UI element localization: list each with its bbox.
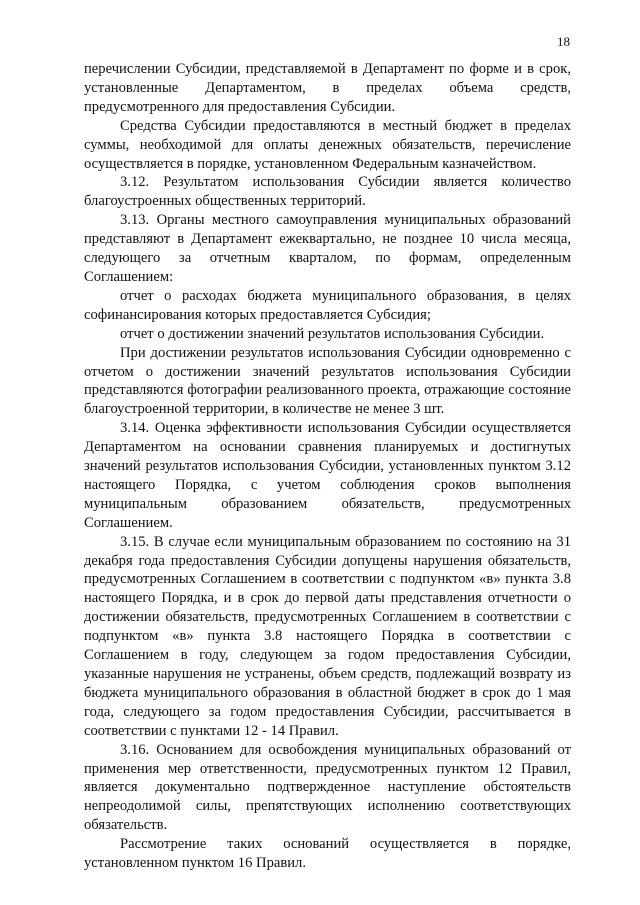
paragraph-subsidy-funds: Средства Субсидии предоставляются в местный бюджет в пределах суммы, необходимой для оплаты денежных обязательств, перечисление осуществляется в порядке, установленном Федеральным казначейством. [84, 117, 571, 172]
paragraph-photos: При достижении результатов использования Субсидии одновременно с отчетом о достижении значений результатов использования Субсидии представляются фотографии реализованного проекта, отражающие состояние благоустроенной территории, в количестве не менее 3 шт. [84, 344, 571, 418]
paragraph-3-14: 3.14. Оценка эффективности использования Субсидии осуществляется Департаментом на основании сравнения планируемых и достигнутых значений результатов использования Субсидии, установленных пунктом 3.12 настоящего Порядка, с учетом соблюдения сроков выполнения муниципальным образованием обязательств, предусмотренных Соглашением. [84, 420, 571, 531]
page-number: 18 [557, 34, 570, 49]
paragraph-3-16: 3.16. Основанием для освобождения муниципальных образований от применения мер ответственности, предусмотренных пунктом 12 Правил, является документально подтвержденное наступление обстоятельств непреодолимой силы, препятствующих исполнению соответствующих обязательств. [84, 741, 571, 834]
paragraph-report-results: отчет о достижении значений результатов использования Субсидии. [120, 325, 545, 342]
paragraph-continuation: перечислении Субсидии, представляемой в Департамент по форме и в срок, установленные Департаментом, в пределах объема средств, предусмотренного для предоставления Субсидии. [84, 61, 571, 115]
paragraph-3-15: 3.15. В случае если муниципальным образованием по состоянию на 31 декабря года предоставления Субсидии допущены нарушения обязательств, предусмотренных Соглашением в соответствии с подпунктом «в» пункта 3.8 настоящего Порядка, и в срок до первой даты представления отчетности о достижении обязательств, предусмотренных Соглашением в соответствии с подпунктом «в» пункта 3.8 настоящего Порядка в соответствии с Соглашением в году, следующем за годом предоставления Субсидии, указанные нарушения не устранены, объем средств, подлежащий возврату из бюджета муниципального образования в областной бюджет в срок до 1 мая года, следующего за годом предоставления Субсидии, рассчитывается в соответствии с пунктами 12 - 14 Правил. [84, 533, 571, 739]
paragraph-3-12: 3.12. Результатом использования Субсидии является количество благоустроенных общественных территорий. [84, 174, 571, 210]
paragraph-3-13: 3.13. Органы местного самоуправления муниципальных образований представляют в Департамент ежеквартально, не позднее 10 числа месяца, следующего за отчетным кварталом, по формам, определенным Соглашением: [84, 212, 571, 285]
document-body [84, 60, 571, 873]
paragraph-review: Рассмотрение таких оснований осуществляется в порядке, установленном пунктом 16 Правил. [84, 836, 571, 872]
paragraph-report-expenses: отчет о расходах бюджета муниципального образования, в целях софинансирования которых предоставляется Субсидия; [84, 287, 571, 323]
